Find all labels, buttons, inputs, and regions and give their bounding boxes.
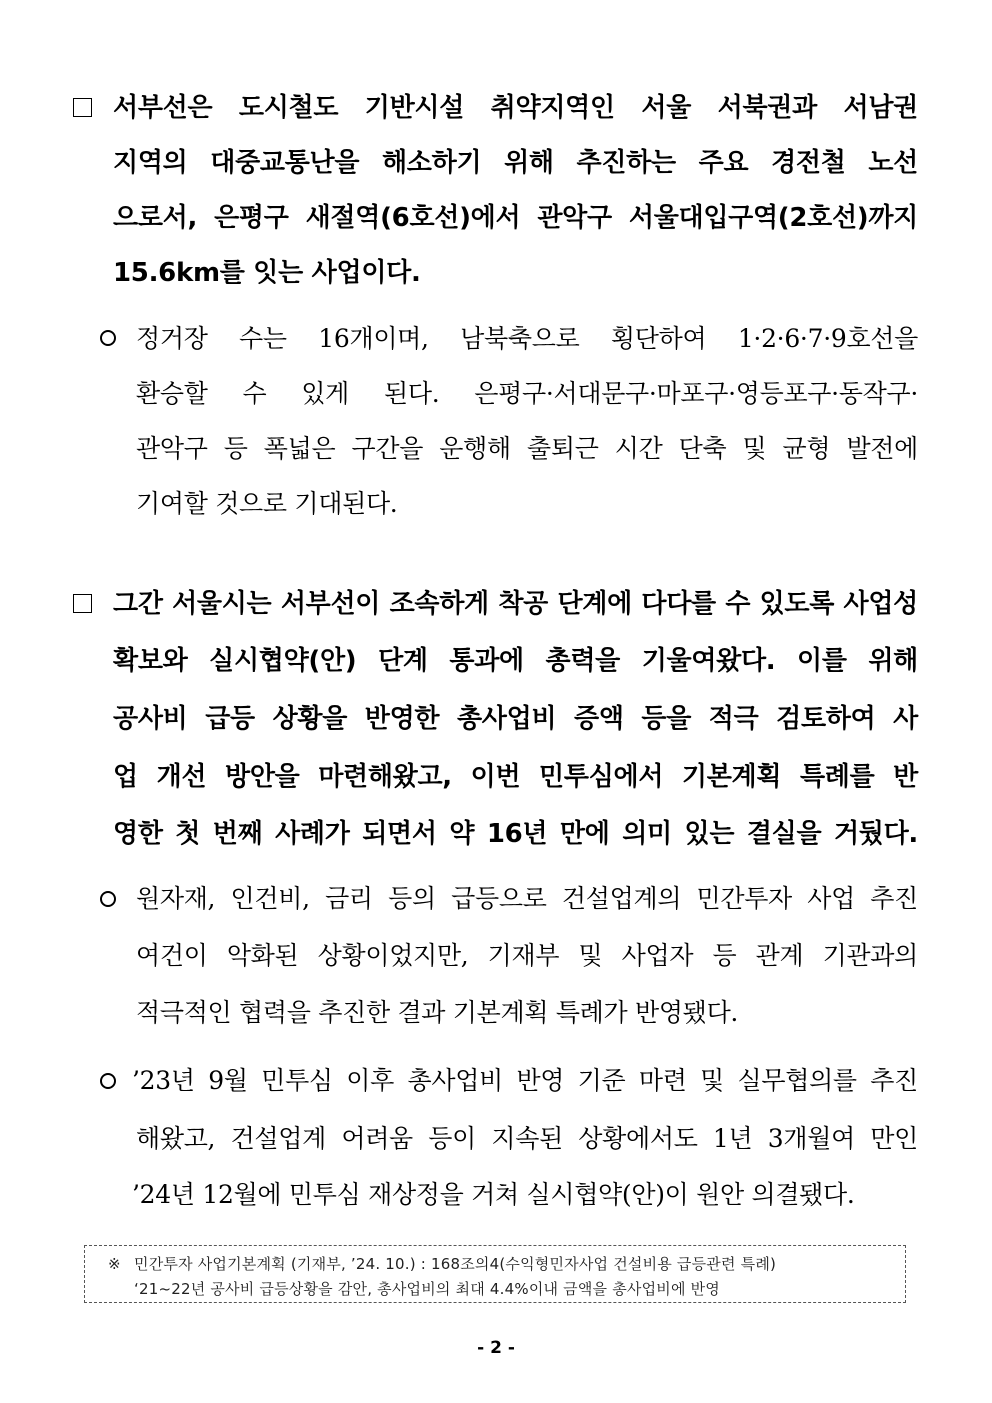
section-2-line-5: 영한 첫 번째 사례가 되면서 약 16년 만에 의미 있는 결실을 거뒀다.: [113, 819, 918, 849]
footnote-line-1: 민간투자 사업기본계획 (기재부, ’24. 10.) : 168조의4(수익형민자사업 건설비용 급등관련 특례): [134, 1255, 777, 1273]
bullet-2-2-line-1: ’23년 9월 민투심 이후 총사업비 반영 기준 마련 및 실무협의를 추진: [132, 1066, 918, 1095]
footnote-line-2: ‘21~22년 공사비 급등상황을 감안, 총사업비의 최대 4.4%이내 금액을 총사업비에 반영: [134, 1280, 721, 1298]
section-2-line-4: 업 개선 방안을 마련해왔고, 이번 민투심에서 기본계획 특례를 반: [113, 762, 918, 792]
bullet-1-1-line-1: 정거장 수는 16개이며, 남북축으로 횡단하여 1·2·6·7·9호선을: [136, 324, 918, 353]
page-number: - 2 -: [477, 1338, 515, 1358]
bullet-2-2-circle-icon: [100, 1073, 116, 1089]
bullet-2-1-circle-icon: [100, 891, 116, 907]
section-1-line-3: 으로서, 은평구 새절역(6호선)에서 관악구 서울대입구역(2호선)까지: [113, 203, 918, 233]
section-1-checkbox-icon: [73, 98, 92, 117]
bullet-2-1-line-1: 원자재, 인건비, 금리 등의 급등으로 건설업계의 민간투자 사업 추진: [136, 884, 918, 913]
bullet-2-2-line-2: 해왔고, 건설업계 어려움 등이 지속된 상황에서도 1년 3개월여 만인: [136, 1124, 918, 1153]
section-1-line-4: 15.6km를 잇는 사업이다.: [113, 258, 421, 288]
section-2-line-1: 그간 서울시는 서부선이 조속하게 착공 단계에 다다를 수 있도록 사업성: [113, 589, 918, 619]
section-2-line-2: 확보와 실시협약(안) 단계 통과에 총력을 기울여왔다. 이를 위해: [113, 646, 918, 676]
bullet-1-1-line-3: 관악구 등 폭넓은 구간을 운행해 출퇴근 시간 단축 및 균형 발전에: [136, 434, 918, 463]
footnote-marker-icon: ※: [108, 1255, 121, 1273]
bullet-2-2-line-3: ’24년 12월에 민투심 재상정을 거쳐 실시협약(안)이 원안 의결됐다.: [132, 1180, 855, 1209]
bullet-1-1-circle-icon: [100, 330, 116, 346]
section-1-line-1: 서부선은 도시철도 기반시설 취약지역인 서울 서북권과 서남권: [113, 93, 918, 123]
bullet-1-1-line-2: 환승할 수 있게 된다. 은평구·서대문구·마포구·영등포구·동작구·: [136, 379, 918, 408]
bullet-2-1-line-2: 여건이 악화된 상황이었지만, 기재부 및 사업자 등 관계 기관과의: [136, 941, 918, 970]
bullet-2-1-line-3: 적극적인 협력을 추진한 결과 기본계획 특례가 반영됐다.: [136, 998, 739, 1027]
section-2-line-3: 공사비 급등 상황을 반영한 총사업비 증액 등을 적극 검토하여 사: [113, 704, 918, 734]
section-2-checkbox-icon: [73, 594, 92, 613]
section-1-line-2: 지역의 대중교통난을 해소하기 위해 추진하는 주요 경전철 노선: [113, 148, 918, 178]
bullet-1-1-line-4: 기여할 것으로 기대된다.: [136, 489, 398, 518]
